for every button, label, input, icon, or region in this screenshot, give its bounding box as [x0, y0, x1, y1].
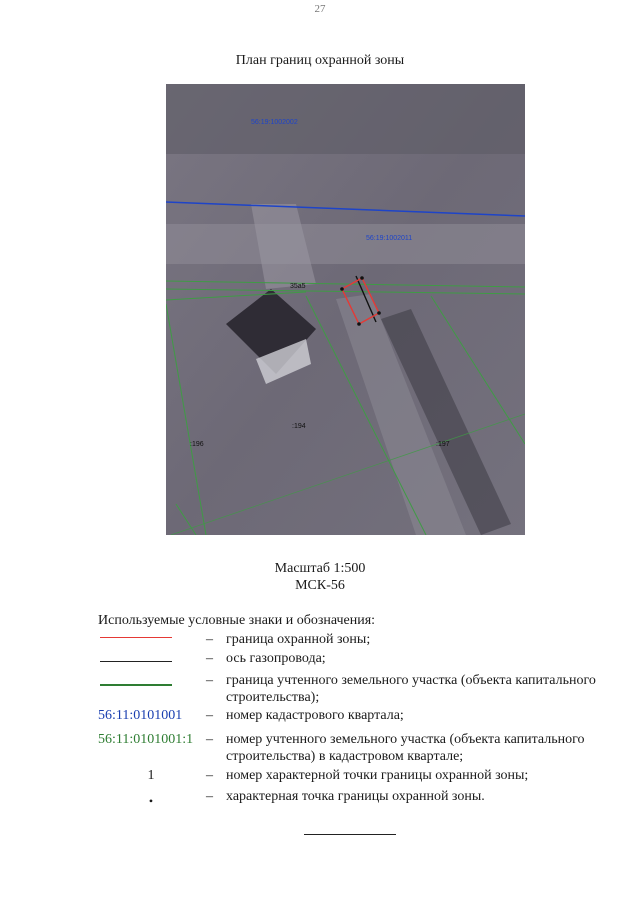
coordinate-system: МСК-56	[295, 578, 345, 593]
legend-desc: номер кадастрового квартала;	[226, 708, 404, 723]
quarter-number-main: 56:19:1002011	[366, 235, 413, 242]
quarter-number-top: 56:19:1002002	[251, 119, 298, 126]
map-road	[166, 224, 525, 264]
legend-symbol: 1	[147, 768, 155, 783]
zone-point-2	[360, 276, 364, 280]
legend-symbol: 56:11:0101001:1	[98, 732, 194, 747]
protection-zone-line-icon	[100, 637, 172, 638]
legend-dash: –	[206, 732, 213, 747]
legend-desc: характерная точка границы охранной зоны.	[226, 789, 485, 804]
legend-symbol	[98, 650, 208, 667]
legend-desc: номер характерной точки границы охранной зоны;	[226, 768, 529, 783]
parcel-number-197: :197	[436, 441, 450, 448]
legend-desc: номер учтенного земельного участка (объекта капитального строительства) в кадастровом квартале;	[226, 732, 585, 764]
aerial-map	[166, 84, 525, 535]
page-number: 27	[314, 3, 326, 15]
legend-desc: ось газопровода;	[226, 651, 326, 666]
scale-block	[0, 560, 640, 594]
legend-desc: граница охранной зоны;	[226, 632, 371, 647]
legend-desc: граница учтенного земельного участка (объекта капитального строительства);	[226, 673, 596, 705]
legend-dash: –	[206, 768, 213, 783]
parcel-number-196: :196	[190, 441, 204, 448]
legend-symbol: 56:11:0101001	[98, 708, 183, 723]
pipeline-point-label: 35а5	[290, 283, 306, 290]
legend-symbol	[98, 672, 208, 689]
legend-dash: –	[206, 708, 213, 723]
zone-point-3	[377, 311, 381, 315]
parcel-number-194: :194	[292, 423, 306, 430]
legend-dash: –	[206, 632, 213, 647]
legend-symbol	[98, 631, 208, 648]
zone-point-1	[340, 287, 344, 291]
parcel-boundary-line-icon	[100, 684, 172, 686]
map-canvas	[166, 84, 525, 535]
zone-point-4	[357, 322, 361, 326]
legend-dash: –	[206, 651, 213, 666]
legend-dash: –	[206, 673, 213, 688]
bottom-divider	[304, 834, 396, 835]
scale-text: Масштаб 1:500	[274, 561, 366, 576]
point-marker-icon: •	[148, 794, 154, 808]
gas-axis-line-icon	[100, 661, 172, 662]
page-title: План границ охранной зоны	[235, 53, 405, 68]
map-top-field	[166, 84, 525, 154]
legend-dash: –	[206, 789, 213, 804]
legend-title: Используемые условные знаки и обозначения:	[98, 613, 376, 628]
